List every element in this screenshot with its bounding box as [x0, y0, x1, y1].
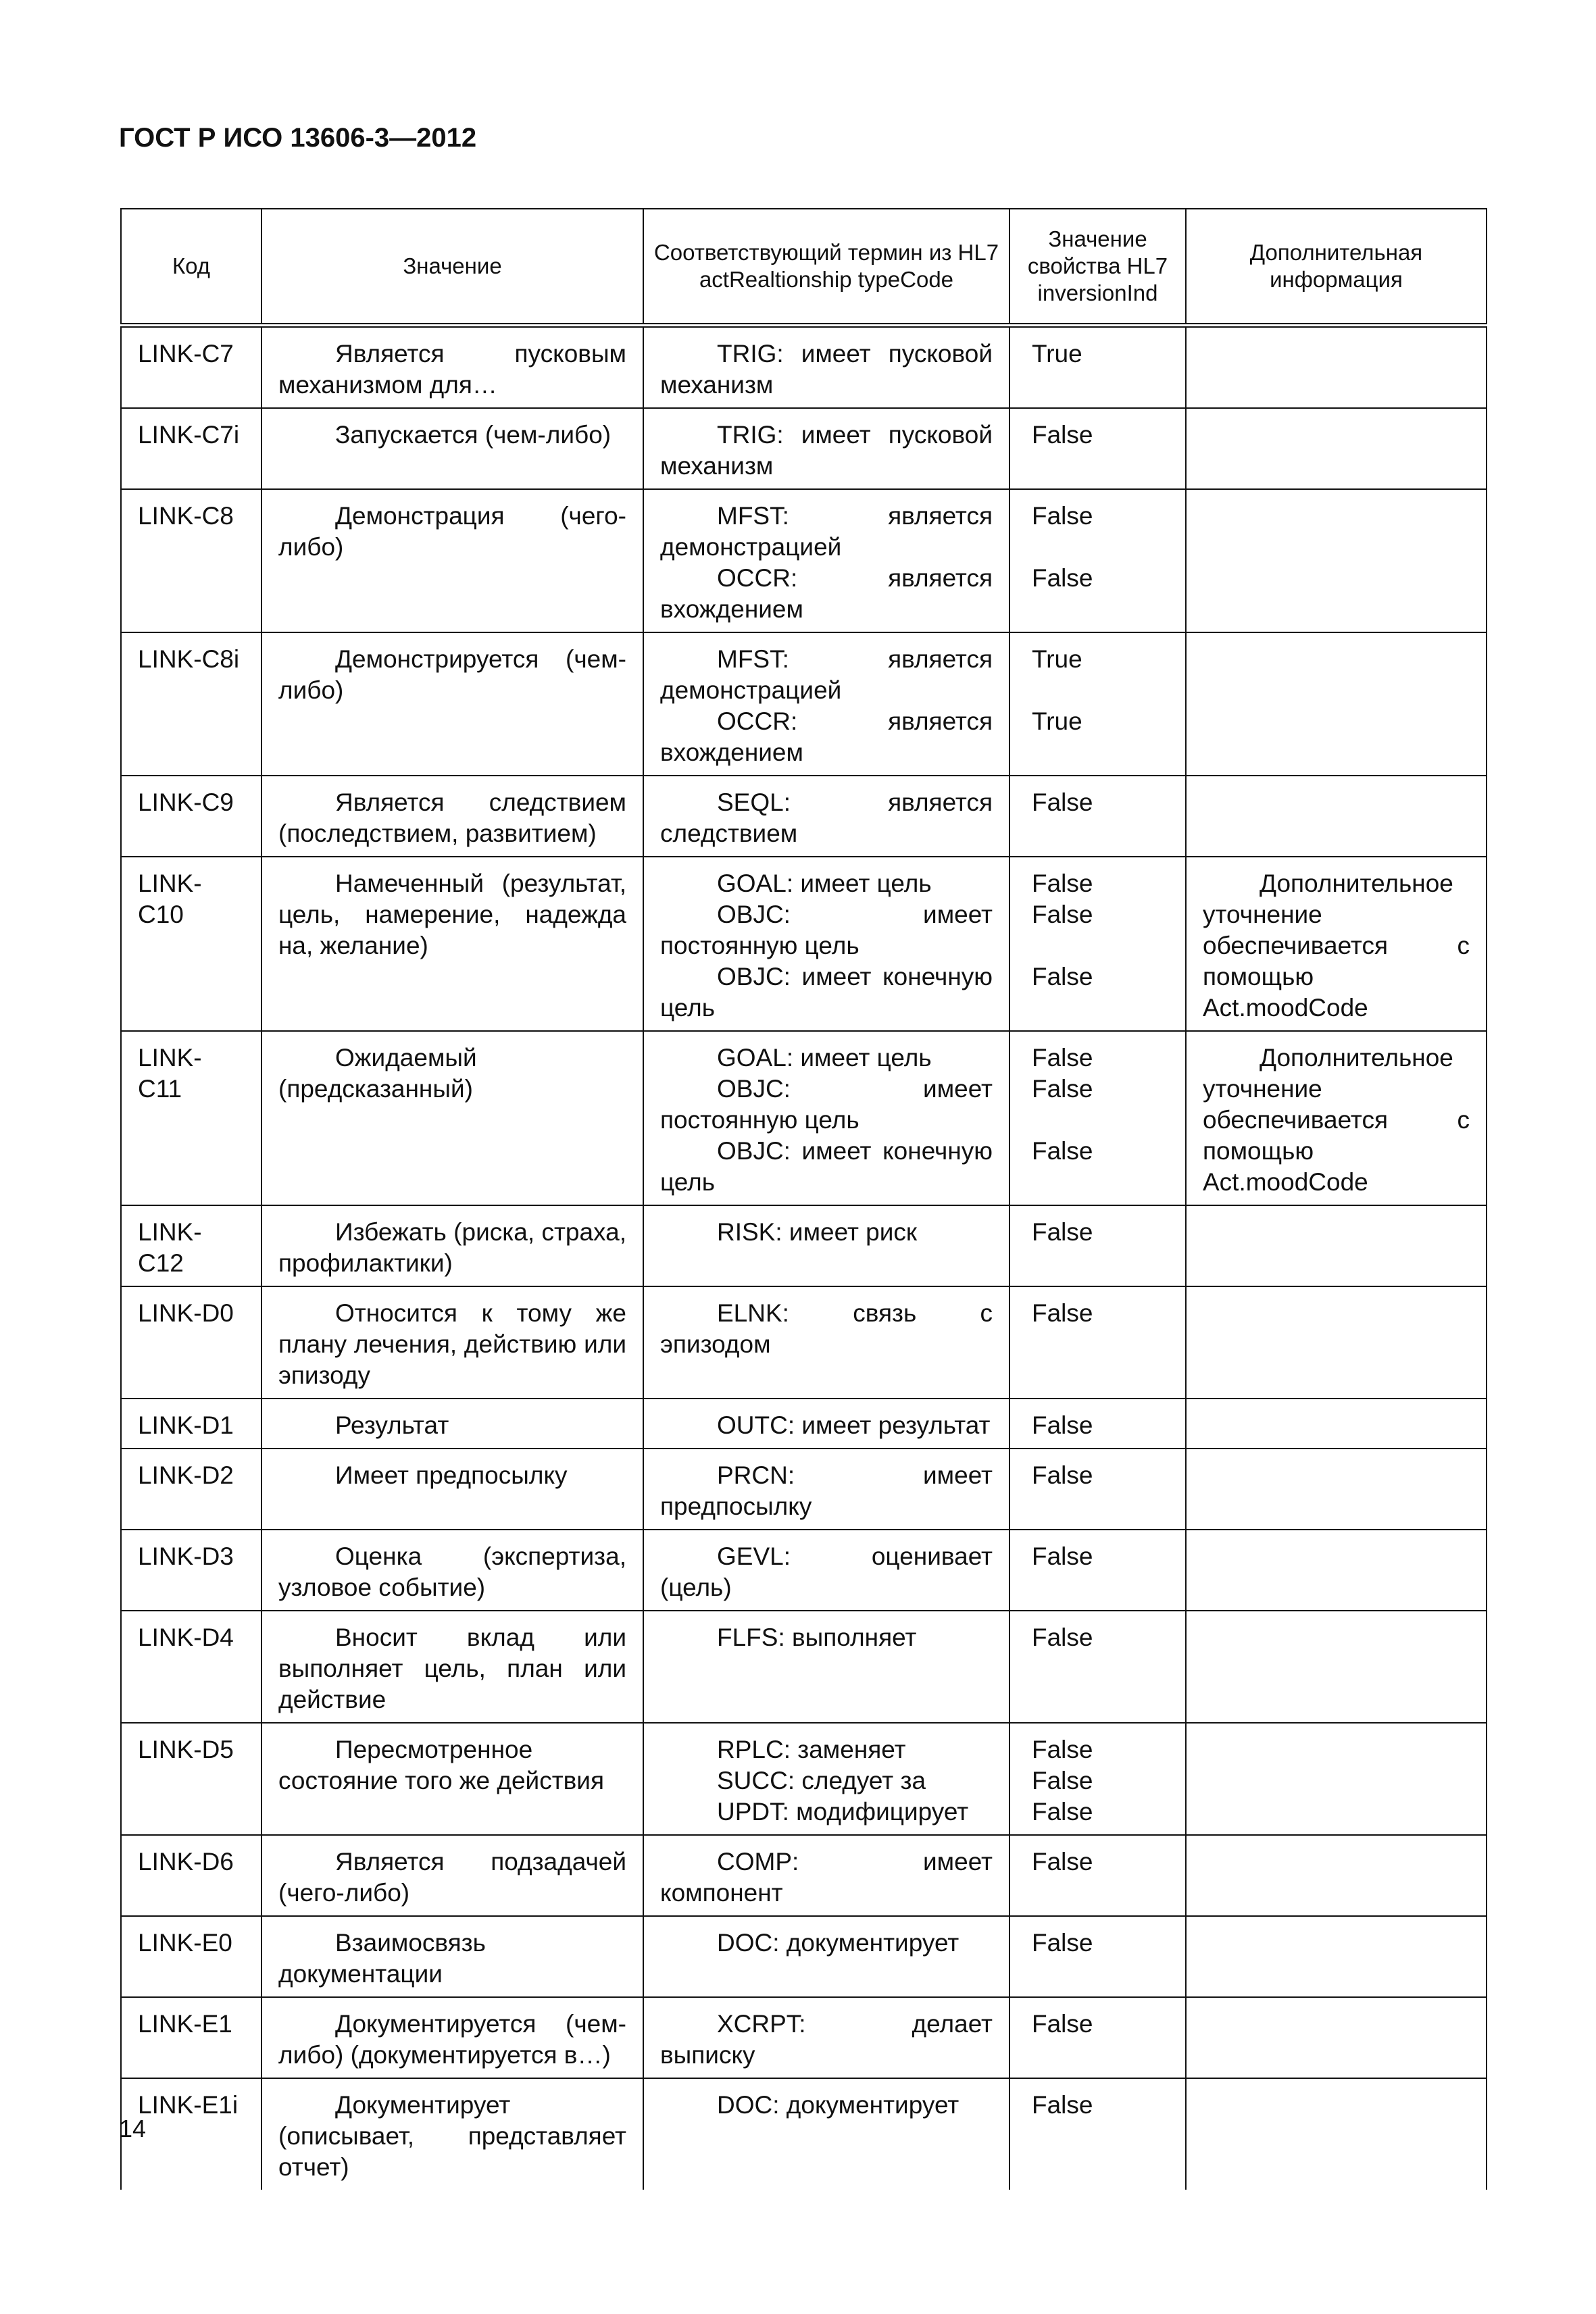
hl7-term: OBJC: имеет постоянную цель	[660, 901, 993, 959]
cell-inversion	[1009, 1205, 1186, 1286]
cell-meaning	[261, 632, 643, 776]
cell-hl7-term	[643, 1399, 1009, 1449]
cell-info	[1186, 1916, 1487, 1997]
inversion-value: False	[1032, 1542, 1093, 1570]
hl7-term: OBJC: имеет конечную цель	[660, 963, 993, 1022]
cell-meaning	[261, 1031, 643, 1205]
meaning-text: Является подзадачей (чего-либо)	[278, 1848, 626, 1907]
column-header-hl7-term: Соответствующий термин из HL7 actRealtionship typeCode	[643, 209, 1009, 326]
meaning-text: Запускается (чем-либо)	[335, 421, 612, 449]
table-row	[121, 1449, 1487, 1530]
hl7-term: RPLC: заменяет	[717, 1736, 906, 1763]
cell-hl7-term	[643, 1916, 1009, 1997]
column-header-inversion: Значение свойства HL7 inversionInd	[1009, 209, 1186, 326]
cell-info	[1186, 1611, 1487, 1723]
cell-inversion	[1009, 1997, 1186, 2078]
cell-meaning	[261, 1205, 643, 1286]
inversion-value: False	[1032, 1798, 1093, 1826]
inversion-value: False	[1032, 502, 1093, 530]
inversion-value: False	[1032, 1767, 1093, 1794]
table-row	[121, 1530, 1487, 1611]
cell-meaning	[261, 857, 643, 1031]
cell-inversion	[1009, 1835, 1186, 1916]
cell-inversion	[1009, 1530, 1186, 1611]
cell-info	[1186, 2078, 1487, 2190]
cell-meaning	[261, 1611, 643, 1723]
hl7-term: FLFS: выполняет	[717, 1624, 917, 1651]
cell-inversion	[1009, 2078, 1186, 2190]
cell-meaning	[261, 408, 643, 489]
cell-code: LINK-C8i	[121, 632, 261, 776]
cell-info	[1186, 857, 1487, 1031]
cell-info	[1186, 1530, 1487, 1611]
cell-hl7-term	[643, 1449, 1009, 1530]
cell-hl7-term	[643, 1286, 1009, 1399]
cell-code: LINK-C7i	[121, 408, 261, 489]
table-row	[121, 326, 1487, 409]
hl7-term: MFST: является демонстрацией	[660, 502, 993, 561]
cell-info	[1186, 1205, 1487, 1286]
cell-info	[1186, 1031, 1487, 1205]
info-text: Дополнительное уточнение обеспечивается с помощью Act.moodCode	[1203, 870, 1470, 1022]
hl7-term: OBJC: имеет конечную цель	[660, 1137, 993, 1196]
link-code-table	[120, 208, 1487, 2190]
column-header-meaning: Значение	[261, 209, 643, 326]
cell-info	[1186, 1997, 1487, 2078]
inversion-value: False	[1032, 564, 1093, 592]
inversion-value: True	[1032, 340, 1082, 368]
cell-meaning	[261, 1723, 643, 1835]
inversion-value: True	[1032, 707, 1082, 735]
cell-hl7-term	[643, 632, 1009, 776]
table-row	[121, 776, 1487, 857]
inversion-value: False	[1032, 1137, 1093, 1165]
cell-hl7-term	[643, 1031, 1009, 1205]
document-header: ГОСТ Р ИСО 13606-3—2012	[119, 123, 477, 153]
table-row	[121, 2078, 1487, 2190]
hl7-term: OCCR: является вхождением	[660, 707, 993, 766]
column-header-info: Дополнительная информация	[1186, 209, 1487, 326]
cell-code: LINK-C9	[121, 776, 261, 857]
cell-meaning	[261, 1835, 643, 1916]
cell-meaning	[261, 1530, 643, 1611]
cell-info	[1186, 326, 1487, 409]
cell-hl7-term	[643, 1611, 1009, 1723]
cell-meaning	[261, 1997, 643, 2078]
table-row	[121, 1835, 1487, 1916]
meaning-text: Оценка (экспертиза, узловое событие)	[278, 1542, 626, 1601]
meaning-text: Избежать (риска, страха, профилактики)	[278, 1218, 626, 1277]
cell-inversion	[1009, 776, 1186, 857]
hl7-term: PRCN: имеет предпосылку	[660, 1461, 993, 1520]
cell-info	[1186, 1835, 1487, 1916]
hl7-term: TRIG: имеет пусковой механизм	[660, 340, 993, 399]
cell-inversion	[1009, 326, 1186, 409]
column-header-code: Код	[121, 209, 261, 326]
cell-hl7-term	[643, 1835, 1009, 1916]
inversion-value: False	[1032, 1411, 1093, 1439]
cell-code: LINK-D2	[121, 1449, 261, 1530]
meaning-text: Демонстрация (чего-либо)	[278, 502, 626, 561]
inversion-value: False	[1032, 1075, 1093, 1103]
cell-hl7-term	[643, 1723, 1009, 1835]
cell-inversion	[1009, 1031, 1186, 1205]
cell-inversion	[1009, 408, 1186, 489]
cell-info	[1186, 632, 1487, 776]
cell-info	[1186, 489, 1487, 632]
hl7-term: XCRPT: делает выписку	[660, 2010, 993, 2069]
inversion-value: False	[1032, 1044, 1093, 1072]
inversion-value: False	[1032, 1461, 1093, 1489]
table-header-row	[121, 209, 1487, 326]
hl7-term: DOC: документирует	[717, 1929, 959, 1957]
table-row	[121, 408, 1487, 489]
hl7-term: RISK: имеет риск	[717, 1218, 918, 1246]
table-row	[121, 1916, 1487, 1997]
table-row	[121, 857, 1487, 1031]
cell-code: LINK-D6	[121, 1835, 261, 1916]
inversion-value: False	[1032, 421, 1093, 449]
inversion-value: False	[1032, 870, 1093, 897]
meaning-text: Имеет предпосылку	[335, 1461, 568, 1489]
meaning-text: Результат	[335, 1411, 449, 1439]
meaning-text: Относится к тому же плану лечения, действию или эпизоду	[278, 1299, 626, 1389]
inversion-value: False	[1032, 2091, 1093, 2119]
cell-info	[1186, 1723, 1487, 1835]
info-text: Дополнительное уточнение обеспечивается с помощью Act.moodCode	[1203, 1044, 1470, 1196]
hl7-term: GOAL: имеет цель	[717, 1044, 932, 1072]
cell-code: LINK-D5	[121, 1723, 261, 1835]
table-row	[121, 1286, 1487, 1399]
meaning-text: Намеченный (результат, цель, намерение, надежда на, желание)	[278, 870, 626, 959]
cell-code: LINK-D0	[121, 1286, 261, 1399]
cell-hl7-term	[643, 408, 1009, 489]
cell-inversion	[1009, 857, 1186, 1031]
inversion-value: False	[1032, 963, 1093, 990]
meaning-text: Является следствием (последствием, развитием)	[278, 788, 626, 847]
inversion-value: False	[1032, 1848, 1093, 1876]
table-row	[121, 1611, 1487, 1723]
hl7-term: OBJC: имеет постоянную цель	[660, 1075, 993, 1134]
cell-code: LINK-C10	[121, 857, 261, 1031]
cell-meaning	[261, 1399, 643, 1449]
inversion-value: False	[1032, 1624, 1093, 1651]
table-body	[121, 326, 1487, 2190]
meaning-text: Документируется (чем-либо) (документируется в…)	[278, 2010, 626, 2069]
cell-hl7-term	[643, 489, 1009, 632]
table-row	[121, 1205, 1487, 1286]
inversion-value: False	[1032, 901, 1093, 928]
cell-code: LINK-C7	[121, 326, 261, 409]
hl7-term: ELNK: связь с эпизодом	[660, 1299, 993, 1358]
cell-hl7-term	[643, 776, 1009, 857]
meaning-text: Документирует (описывает, представляет отчет)	[278, 2091, 626, 2181]
cell-inversion	[1009, 489, 1186, 632]
hl7-term: MFST: является демонстрацией	[660, 645, 993, 704]
meaning-text: Ожидаемый (предсказанный)	[278, 1044, 477, 1103]
cell-inversion	[1009, 1286, 1186, 1399]
hl7-term: TRIG: имеет пусковой механизм	[660, 421, 993, 480]
hl7-term: GOAL: имеет цель	[717, 870, 932, 897]
cell-hl7-term	[643, 326, 1009, 409]
cell-meaning	[261, 326, 643, 409]
table-row	[121, 1399, 1487, 1449]
meaning-text: Является пусковым механизмом для…	[278, 340, 626, 399]
inversion-value: True	[1032, 645, 1082, 673]
cell-hl7-term	[643, 1997, 1009, 2078]
meaning-text: Демонстрируется (чем-либо)	[278, 645, 626, 704]
cell-code: LINK-E0	[121, 1916, 261, 1997]
cell-hl7-term	[643, 2078, 1009, 2190]
cell-meaning	[261, 776, 643, 857]
table-row	[121, 1723, 1487, 1835]
inversion-value: False	[1032, 1736, 1093, 1763]
inversion-value: False	[1032, 1929, 1093, 1957]
table-row	[121, 632, 1487, 776]
cell-code: LINK-C8	[121, 489, 261, 632]
cell-inversion	[1009, 1611, 1186, 1723]
cell-inversion	[1009, 1916, 1186, 1997]
table-row	[121, 1997, 1487, 2078]
inversion-value: False	[1032, 788, 1093, 816]
cell-meaning	[261, 1449, 643, 1530]
hl7-term: SEQL: является следствием	[660, 788, 993, 847]
hl7-term: OUTC: имеет результат	[717, 1411, 991, 1439]
meaning-text: Пересмотренное состояние того же действия	[278, 1736, 604, 1794]
inversion-value: False	[1032, 1218, 1093, 1246]
cell-hl7-term	[643, 857, 1009, 1031]
cell-info	[1186, 776, 1487, 857]
cell-code: LINK-D1	[121, 1399, 261, 1449]
cell-meaning	[261, 1286, 643, 1399]
table-row	[121, 1031, 1487, 1205]
hl7-term: COMP: имеет компонент	[660, 1848, 993, 1907]
cell-info	[1186, 1449, 1487, 1530]
inversion-value: False	[1032, 1299, 1093, 1327]
cell-hl7-term	[643, 1205, 1009, 1286]
table-row	[121, 489, 1487, 632]
inversion-value: False	[1032, 2010, 1093, 2038]
cell-code: LINK-C11	[121, 1031, 261, 1205]
cell-info	[1186, 408, 1487, 489]
hl7-term: OCCR: является вхождением	[660, 564, 993, 623]
cell-inversion	[1009, 1723, 1186, 1835]
hl7-term: UPDT: модифицирует	[717, 1798, 969, 1826]
cell-code: LINK-D3	[121, 1530, 261, 1611]
cell-meaning	[261, 1916, 643, 1997]
meaning-text: Вносит вклад или выполняет цель, план или действие	[278, 1624, 626, 1713]
cell-inversion	[1009, 1399, 1186, 1449]
cell-code: LINK-D4	[121, 1611, 261, 1723]
meaning-text: Взаимосвязь документации	[278, 1929, 486, 1988]
cell-meaning	[261, 489, 643, 632]
cell-inversion	[1009, 1449, 1186, 1530]
cell-hl7-term	[643, 1530, 1009, 1611]
cell-info	[1186, 1399, 1487, 1449]
cell-code: LINK-E1i	[121, 2078, 261, 2190]
hl7-term: DOC: документирует	[717, 2091, 959, 2119]
cell-code: LINK-C12	[121, 1205, 261, 1286]
hl7-term: SUCC: следует за	[717, 1767, 926, 1794]
hl7-term: GEVL: оценивает (цель)	[660, 1542, 993, 1601]
page-number: 14	[119, 2115, 147, 2142]
cell-meaning	[261, 2078, 643, 2190]
cell-info	[1186, 1286, 1487, 1399]
cell-code: LINK-E1	[121, 1997, 261, 2078]
cell-inversion	[1009, 632, 1186, 776]
